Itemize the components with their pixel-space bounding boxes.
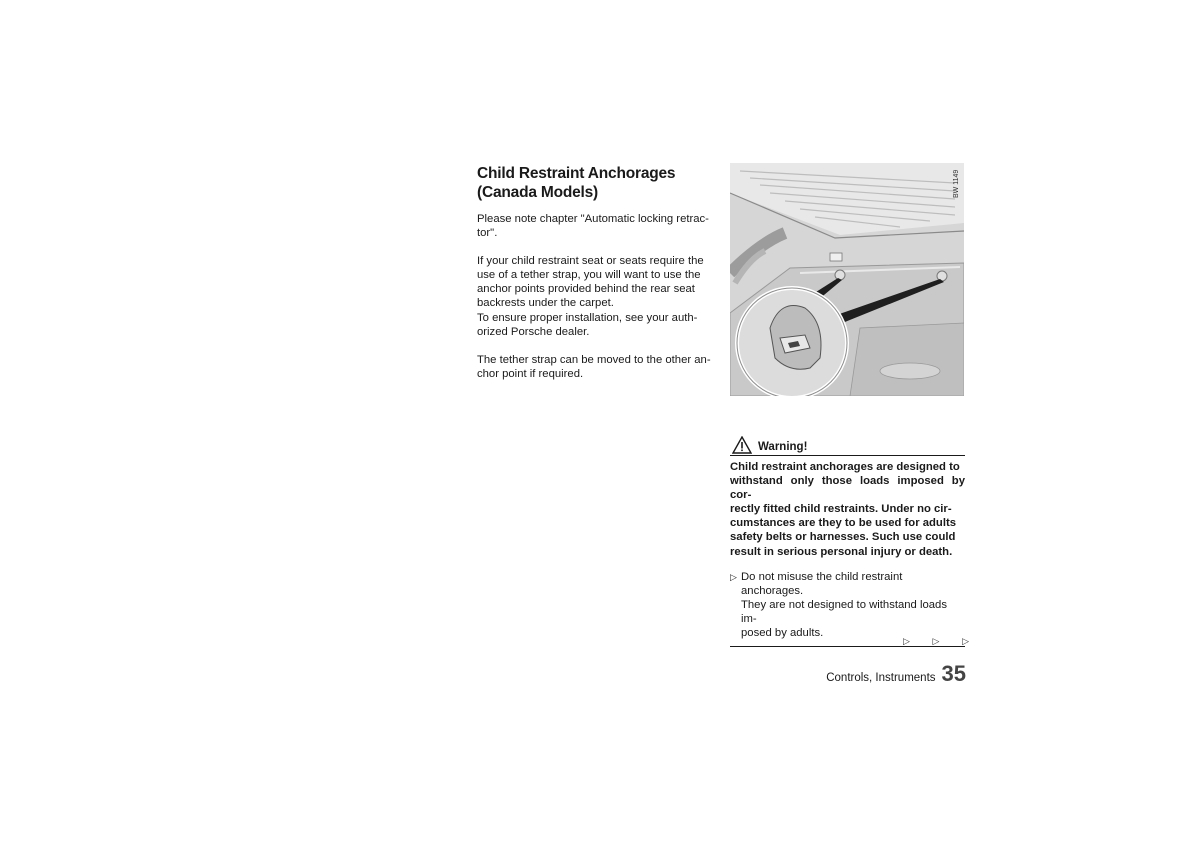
text-line: use of a tether strap, you will want to use the (477, 269, 701, 282)
paragraph-note (477, 212, 714, 240)
text-line: backrests under the carpet. (477, 297, 614, 310)
page-number: 35 (941, 661, 966, 686)
car-interior-drawing (730, 163, 964, 396)
figure-code (951, 165, 961, 199)
page-title (477, 164, 714, 202)
warning-triangle-icon (732, 436, 752, 454)
warning-label: Warning! (758, 441, 808, 453)
svg-text:BW 1149: BW 1149 (953, 169, 960, 198)
warning-bullet-item (730, 570, 965, 640)
continue-arrow-icon: ▷ (903, 636, 910, 646)
continue-arrow-icon: ▷ (932, 636, 940, 646)
paragraph-tether (477, 254, 714, 339)
text-line: orized Porsche dealer. (477, 325, 590, 338)
text-line: If your child restraint seat or seats require the (477, 255, 704, 268)
text-line: Child restraint anchorages are designed to (730, 461, 960, 473)
text-line: chor point if required. (477, 367, 584, 380)
text-line: anchor points provided behind the rear seat (477, 283, 695, 296)
text-line: cumstances are they to be used for adults (730, 517, 957, 530)
text-line: Please note chapter "Automatic locking retrac- (477, 213, 709, 225)
title-line-1: Child Restraint Anchorages (477, 165, 676, 182)
continue-arrow-icon: ▷ (962, 636, 969, 646)
anchorage-illustration (730, 163, 964, 396)
text-line: To ensure proper installation, see your auth- (477, 311, 698, 324)
title-line-2: (Canada Models) (477, 184, 599, 201)
text-line: Do not misuse the child restraint anchorages. (741, 570, 903, 597)
text-line: They are not designed to withstand loads im- (741, 598, 947, 625)
continued-markers (903, 636, 969, 647)
warning-box (730, 432, 965, 647)
main-text-column (477, 164, 714, 395)
text-line: result in serious personal injury or death. (730, 545, 953, 558)
warning-header (730, 432, 965, 456)
section-name: Controls, Instruments (826, 672, 936, 684)
text-line: rectly fitted child restraints. Under no cir- (730, 503, 952, 516)
page-footer (826, 661, 966, 687)
text-line: safety belts or harnesses. Such use could (730, 531, 956, 544)
text-line: The tether strap can be moved to the other an- (477, 353, 711, 366)
text-line: posed by adults. (741, 627, 824, 640)
text-line: tor". (477, 227, 498, 240)
warning-body (730, 460, 965, 559)
paragraph-move-strap (477, 353, 714, 381)
bullet-triangle-icon: ▷ (730, 571, 737, 582)
text-line: withstand only those loads imposed by cor- (730, 475, 965, 502)
